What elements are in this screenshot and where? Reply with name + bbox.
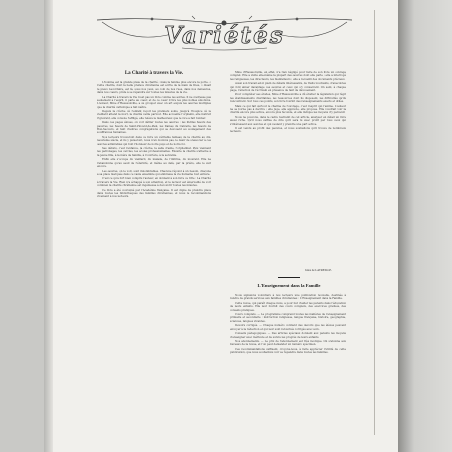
right-paragraph: Mais ce qui fait surtout le charme de l'ouvrage, c'est l'esprit qui l'anime. L'auteur ne se borne pas à décrire ; elle juge, elle apprécie, elle propose. Elle voudrait voir la charité encore plus active, encore plus féconde, et elle indique les moyens d'y parvenir. [230,104,346,115]
left-paragraph: Ce livre a été couronné par l'Académie française. Il est digne de prendre place dans toutes les bibliothèques des familles chrétiennes, et nous le recommandons vivement à nos lecteurs. [97,188,211,199]
lower-paragraph: Cours complets. — Le programme comprend toutes les matières de l'enseignement primaire et secondaire : instruction religieuse, langue française, histoire, géographie, sciences, langues vivantes. [230,313,346,323]
left-paragraph: Dans ces pages émues, on voit défiler toutes les œuvres : les Petites Sœurs des pauvres, les Sœurs de Saint-Vincent-de-Paul, les Dames du Calvaire, les Sœurs de Bon-Secours, et tant d'autres congrégations qui se dévouent au soulagement des souffrances humaines. [97,121,211,135]
lower-article-title: L'Enseignement dans la Famille [257,283,321,288]
left-article-body [97,81,211,431]
left-paragraph: Les œuvres, on le voit, sont innombrables. Chacune répond à un besoin, chacune a sa place marquée dans ce vaste ensemble qui embrasse la vie humaine tout entière. [97,169,211,176]
page-left-shadow [44,0,53,452]
left-article-title: La Charité à travers la Vie. [124,71,184,76]
lower-paragraph: Devoirs corrigés. — Chaque numéro contient des devoirs que les élèves peuvent envoyer à la rédaction et qui leur sont retournés corrigés avec soin. [230,324,346,331]
right-paragraph: Nous ne pouvons, dans le cadre restreint de cet article, analyser en détail un livre aussi riche. Qu'il nous suffise de dire qu'il sera lu avec profit par tous ceux qui s'intéressent aux œuvres et qui veulent y prendre une part active. [230,115,346,126]
left-paragraph: La Charité à travers la Vie n'est pas un livre comme les autres. Il ne s'adresse pas seulement à l'esprit, il parle au cœur, et de ce cœur il tire les plus nobles émotions. L'auteur, Mme d'Haussonville, a su grouper avec un art exquis les œuvres multiples que la charité catholique a fait naître. [97,95,211,109]
lower-paragraph: Cette revue, qui paraît chaque mois, a pour but d'aider les parents dans l'éducation de leurs enfants. Elle leur fournit des cours complets, des exercices gradués, des conseils pratiques. [230,301,346,312]
right-article-body [230,71,346,261]
section-title: Variétés [164,22,285,49]
right-paragraph: Il est vendu au profit des pauvres, et nous souhaitons qu'il trouve de nombreux lecteurs. [230,127,346,134]
left-paragraph: L'homme est la grande plaie de la charité ; mais la femme plus encore la porte. « Cette charité, dont la belle preface chrétienne est écrite de la main de Dieu, » disait le pieux Lacordaire, est là, sous nos yeux, au coin de nos rues, dans nos demeures, dans nos cœurs, prête à se répandre sur toutes les misères de la vie. [97,81,211,95]
lower-paragraph: Ces recommandations suffisent, croyons-nous, à faire apprécier l'utilité de cette publication, que nous souhaitons voir se répandre dans toutes les familles. [230,347,346,355]
lower-paragraph: Nous signalons volontiers à nos lecteurs une publication nouvelle, destinée à rendre de grands services aux familles chrétiennes : L'Enseignement dans la Famille. [230,294,346,301]
left-paragraph: Depuis la crèche où l'enfant reçoit les premiers soins, jusqu'à l'hospice où le vieillard attend la mort, la charité veille partout. Elle accueille l'orphelin, elle instruit l'ignorant, elle console l'affligé, elle relève le malheureux que le vice a fait tomber. [97,110,211,120]
right-paragraph: Pour compléter ses études, Mme d'Haussonville a dû étudier la législation qui régit les établissements charitables, les ressources dont ils disposent, les difficultés qu'ils rencontrent. Sur tous ces points, son livre fournit des renseignements exacts et utiles. [230,93,346,104]
lower-paragraph: Nos abonnements. — Le prix de l'abonnement est très modique. On s'abonne aux bureaux de la revue, et l'on peut demander un numéro spécimen. [230,340,346,347]
article-divider [278,277,300,278]
left-paragraph: C'est ce qu'a fort bien compris l'auteur, en donnant à son livre ce titre : La Charité à travers la Vie. Rien n'a échappé à son attention, et le lecteur est émerveillé de voir combien la charité chrétienne est ingénieuse à découvrir toutes les misères. [97,177,211,188]
left-paragraph: Nos lecteurs trouveront dans ce livre un véritable tableau de la charité au dix-neuvième siècle, et ils y puiseront, nous n'en doutons pas, le désir de s'associer à ces œuvres admirables qui font l'honneur de notre pays et de notre foi. [97,135,211,146]
lower-paragraph: Conseils pédagogiques. — Des articles spéciaux donnent aux parents les moyens d'enseigner avec méthode et de suivre les progrès de leurs enfants. [230,332,346,339]
right-paragraph: Mme d'Haussonville, en effet, n'a rien négligé pour faire de son livre un ouvrage complet. Elle a visité elle-même la plupart des œuvres dont elle parle ; elle a interrogé les religieuses, les directeurs, les bienfaiteurs ; elle a recueilli des documents précieux. [230,71,346,81]
article-signature: Jules de LATREILLE. [305,268,332,272]
page-margin-rule [374,10,375,435]
lower-article-body [230,294,346,422]
section-masthead [92,14,357,54]
left-paragraph: Ses débuts, c'est l'enfance, la crèche, la salle d'asile, l'orphelinat. Puis viennent les patronages, les cercles, les écoles professionnelles. Ensuite la charité s'attache à la jeune fille, à la mère de famille, à l'ouvrière, à la servante. [97,147,211,157]
page-binding-shadow [398,0,452,452]
left-paragraph: Enfin elle s'occupe du vieillard, du malade, de l'infirme, du mourant. Elle ne l'abandonne qu'au seuil de l'éternité, et même au delà, par la prière, elle le suit encore. [97,158,211,169]
right-paragraph: Aussi son travail est-il plein de détails intéressants, de traits touchants, d'anecdotes qui font aimer davantage ces œuvres et ceux qui s'y consacrent. On sent, à chaque page, l'émotion de l'écrivain en présence de tant de dévouement. [230,82,346,92]
